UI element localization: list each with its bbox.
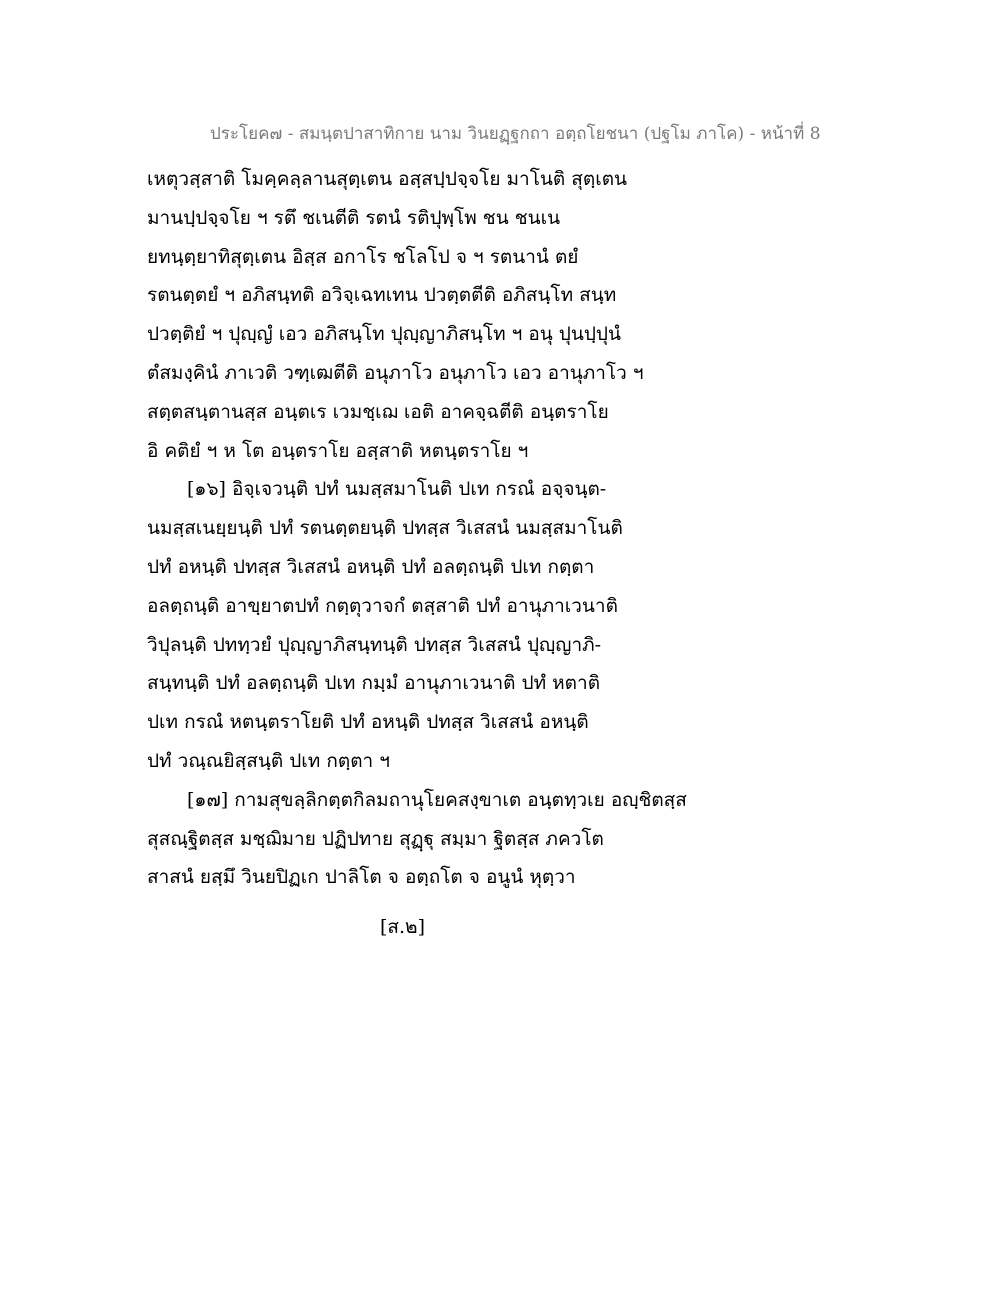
signature-mark: [ส.๒] bbox=[380, 916, 425, 938]
paragraph-17-start: [๑๗] กามสุขลฺลิกตฺตกิลมถานุโยคสงฺขาเต อนฺตทฺวเย อญฺชิตสฺส bbox=[187, 788, 687, 811]
text-line: เหตุวสฺสาติ โมคฺคลฺลานสุตฺเตน อสฺสปฺปจฺจโย มาโนติ สุตฺเตน bbox=[147, 168, 628, 190]
text-line: ปเท กรณํ หตนฺตราโยติ ปทํ อหนฺติ ปทสฺส วิเสสนํ อหนฺติ bbox=[147, 711, 589, 734]
text-line: ยทนฺตฺยาทิสุตฺเตน อิสฺส อกาโร ชโลโป จ ฯ รตนานํ ตยํ bbox=[147, 245, 579, 268]
body-text bbox=[147, 160, 687, 897]
text-line: ปทํ วณฺณยิสฺสนฺติ ปเท กตฺตา ฯ bbox=[147, 749, 390, 772]
text-line: อลตฺถนฺติ อาขฺยาตปทํ กตฺตุวาจกํ ตสฺสาติ ปทํ อานุภาเวนาติ bbox=[147, 594, 618, 617]
text-line: รตนตฺตยํ ฯ อภิสนฺทติ อวิจฺเฉทเทน ปวตฺตตีติ อภิสนฺโท สนฺท bbox=[147, 284, 617, 307]
running-header: ประโยค๗ - สมนฺตปาสาทิกาย นาม วินยฏฺฐกถา อตฺถโยชนา (ปฐโม ภาโค) - หน้าที่ 8 bbox=[210, 124, 821, 144]
text-line: มานปฺปจฺจโย ฯ รตึ ชเนตีติ รตนํ รติปุพฺโพ ชน ชนเน bbox=[147, 206, 561, 229]
text-line: สตฺตสนฺตานสฺส อนฺตเร เวมชฺเฌ เอติ อาคจฺฉตีติ อนฺตราโย bbox=[147, 400, 609, 423]
paragraph-16-start: [๑๖] อิจฺเจวนฺติ ปทํ นมสฺสมาโนติ ปเท กรณํ อจฺจนฺต- bbox=[187, 478, 607, 501]
text-line: สนฺทนฺติ ปทํ อลตฺถนฺติ ปเท กมฺมํ อานุภาเวนาติ ปทํ หตาติ bbox=[147, 672, 601, 695]
text-line: ปทํ อหนฺติ ปทสฺส วิเสสนํ อหนฺติ ปทํ อลตฺถนฺติ ปเท กตฺตา bbox=[147, 555, 595, 578]
text-line: วิปุลนฺติ ปททฺวยํ ปุญฺญาภิสนฺทนฺติ ปทสฺส วิเสสนํ ปุญฺญาภิ- bbox=[147, 633, 602, 656]
text-line: นมสฺสเนยฺยนฺติ ปทํ รตนตฺตยนฺติ ปทสฺส วิเสสนํ นมสฺสมาโนติ bbox=[147, 517, 623, 540]
text-line: สุสณฺฐิตสฺส มชฺฌิมาย ปฏิปทาย สุฏฺฐุ สมฺมา ฐิตสฺส ภควโต bbox=[147, 827, 604, 850]
text-line: ตํสมงฺคินํ ภาเวติ วฑฺเฒตีติ อนุภาโว อนุภาโว เอว อานุภาโว ฯ bbox=[147, 361, 644, 384]
text-line: ปวตฺติยํ ฯ ปุญฺญํ เอว อภิสนฺโท ปุญฺญาภิสนฺโท ฯ อนุ ปุนปฺปุนํ bbox=[147, 323, 621, 346]
text-line: สาสนํ ยสฺมึ วินยปิฏเก ปาลิโต จ อตฺถโต จ อนูนํ หุตฺวา bbox=[147, 866, 576, 889]
text-line: อิ คติยํ ฯ ห โต อนฺตราโย อสฺสาติ หตนฺตราโย ฯ bbox=[147, 439, 529, 462]
